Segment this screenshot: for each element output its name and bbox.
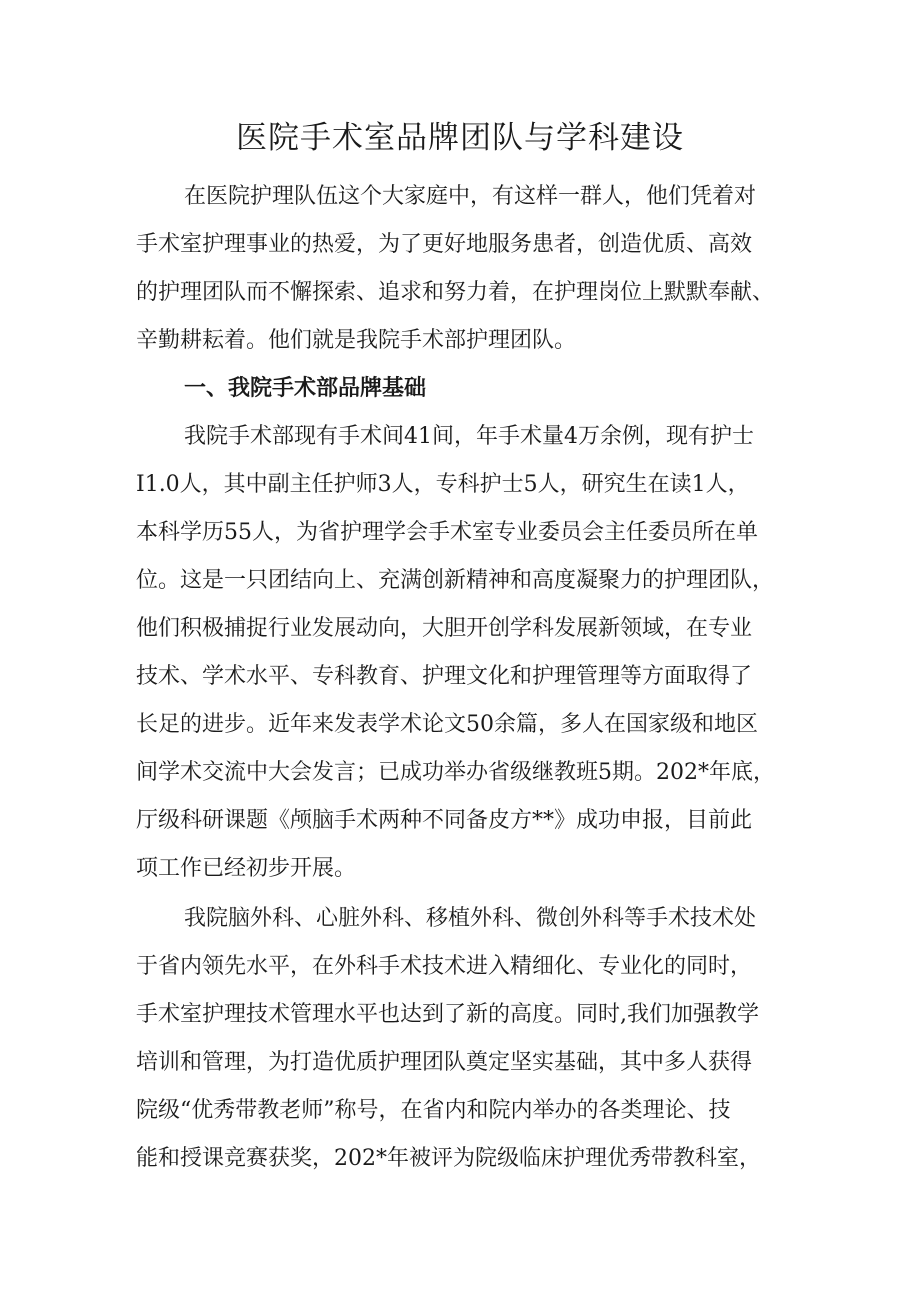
paragraph-line: 间学术交流中大会发言；已成功举办省级继教班5期。202*年底，	[136, 760, 775, 785]
section-heading: 一、我院手术部品牌基础	[184, 376, 427, 401]
intro-line: 手术室护理事业的热爱，为了更好地服务患者，创造优质、高效	[136, 232, 753, 257]
paragraph-line: 于省内领先水平，在外科手术技术进入精细化、专业化的同时，	[136, 954, 753, 979]
paragraph-line: 项工作已经初步开展。	[136, 856, 357, 881]
paragraph-line: 位。这是一只团结向上、充满创新精神和高度凝聚力的护理团队，	[136, 568, 775, 593]
paragraph-line: 手术室护理技术管理水平也达到了新的高度。同时,我们加强教学	[136, 1002, 759, 1027]
paragraph-line: 长足的进步。近年来发表学术论文50余篇，多人在国家级和地区	[136, 712, 758, 737]
paragraph-line: 厅级科研课题《颅脑手术两种不同备皮方**》成功申报，目前此	[136, 808, 753, 833]
paragraph-line: 技术、学术水平、专科教育、护理文化和护理管理等方面取得了	[136, 664, 753, 689]
paragraph-line: I1.0人，其中副主任护师3人，专科护士5人，研究生在读1人，	[136, 472, 750, 497]
paragraph-line: 我院手术部现有手术间41间，年手术量4万余例，现有护士	[184, 424, 754, 449]
intro-line: 辛勤耕耘着。他们就是我院手术部护理团队。	[136, 328, 577, 353]
paragraph-line: 我院脑外科、心脏外科、移植外科、微创外科等手术技术处	[184, 906, 757, 931]
paragraph-line: 培训和管理，为打造优质护理团队奠定坚实基础，其中多人获得	[136, 1050, 753, 1075]
intro-line: 的护理团队而不懈探索、追求和努力着，在护理岗位上默默奉献、	[136, 280, 775, 305]
paragraph-line: 他们积极捕捉行业发展动向，大胆开创学科发展新领域，在专业	[136, 616, 753, 641]
intro-line: 在医院护理队伍这个大家庭中，有这样一群人，他们凭着对	[184, 184, 757, 209]
paragraph-line: 院级“优秀带教老师”称号，在省内和院内举办的各类理论、技	[136, 1098, 731, 1123]
paragraph-line: 能和授课竞赛获奖，202*年被评为院级临床护理优秀带教科室，	[136, 1146, 761, 1171]
paragraph-line: 本科学历55人，为省护理学会手术室专业委员会主任委员所在单	[136, 520, 758, 545]
document-title: 医院手术室品牌团队与学科建设	[236, 120, 684, 156]
